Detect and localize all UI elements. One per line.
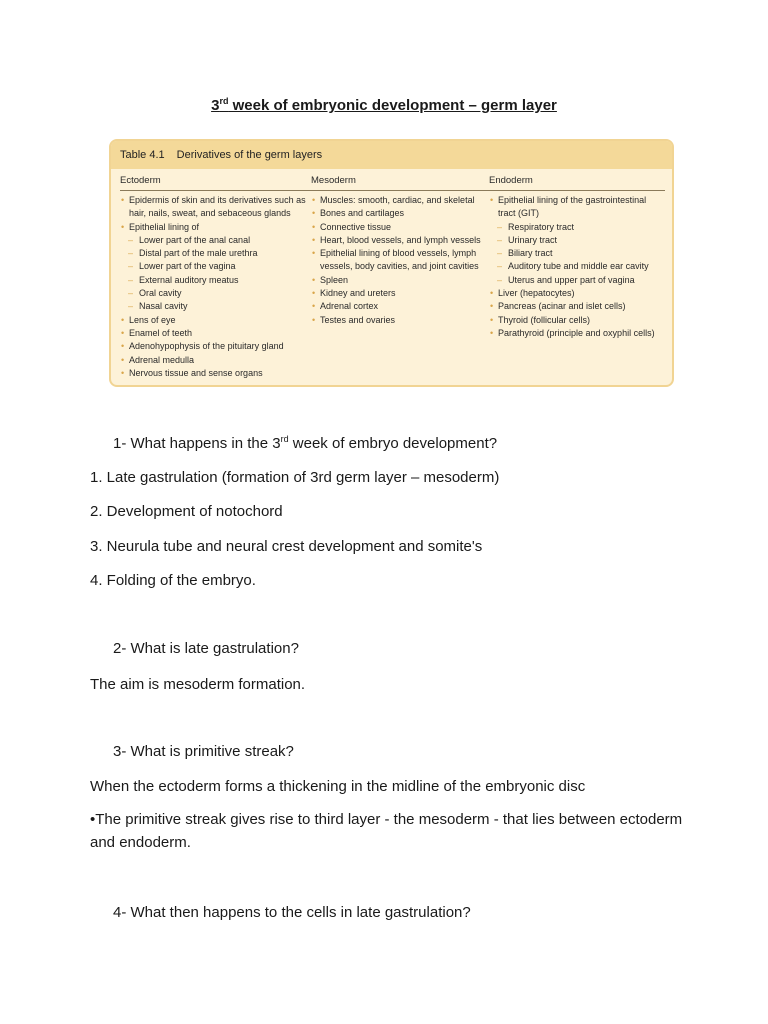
table-item: • Spleen: [311, 274, 481, 287]
table-item: • Liver (hepatocytes): [489, 287, 655, 300]
column-header: Mesoderm: [311, 175, 356, 186]
table-item: – External auditory meatus: [120, 274, 306, 287]
table-item: • Thyroid (follicular cells): [489, 314, 655, 327]
answer-2: The aim is mesoderm formation.: [90, 676, 306, 693]
table-item: vessels, body cavities, and joint cavities: [320, 261, 479, 272]
table-caption: [111, 141, 672, 169]
column-ectoderm: [120, 174, 310, 378]
answer-1-line: 1. Late gastrulation (formation of 3rd germ layer – mesoderm): [90, 469, 500, 486]
table-item: • Muscles: smooth, cardiac, and skeletal: [311, 194, 481, 207]
table-item: – Lower part of the anal canal: [120, 234, 306, 247]
germ-layer-table: [109, 139, 674, 387]
table-item: • Epithelial lining of: [120, 221, 306, 234]
table-item: – Respiratory tract: [489, 221, 655, 234]
table-item: • Adrenal cortex: [311, 300, 481, 313]
table-item: • Enamel of teeth: [120, 327, 306, 340]
table-item: • Connective tissue: [311, 221, 481, 234]
table-item: • Kidney and ureters: [311, 287, 481, 300]
table-item: • Testes and ovaries: [311, 314, 481, 327]
column-endoderm: [489, 174, 669, 338]
question-1: 1- What happens in the 3rd week of embryo development?: [113, 434, 498, 452]
answer-1-line: 4. Folding of the embryo.: [90, 572, 256, 589]
column-header: Endoderm: [489, 175, 533, 186]
column-header: Ectoderm: [120, 175, 161, 186]
answer-1-line: 3. Neurula tube and neural crest development and somite's: [90, 538, 483, 555]
table-item: – Auditory tube and middle ear cavity: [489, 260, 655, 273]
table-item: – Nasal cavity: [120, 300, 306, 313]
table-item: • Epidermis of skin and its derivatives such as: [120, 194, 306, 207]
table-item: hair, nails, sweat, and sebaceous glands: [129, 208, 291, 219]
table-item: – Oral cavity: [120, 287, 306, 300]
answer-3-line: •The primitive streak gives rise to third layer - the mesoderm - that lies between ectoderm and endoderm.: [90, 811, 683, 851]
table-item: – Urinary tract: [489, 234, 655, 247]
table-item: – Lower part of the vagina: [120, 260, 306, 273]
table-item: • Parathyroid (principle and oxyphil cells): [489, 327, 655, 340]
table-number: Table 4.1: [120, 149, 165, 161]
table-item: • Heart, blood vessels, and lymph vessels: [311, 234, 481, 247]
table-item: tract (GIT): [498, 208, 539, 219]
table-item: – Biliary tract: [489, 247, 655, 260]
question-4: 4- What then happens to the cells in late gastrulation?: [113, 904, 471, 921]
table-item: • Pancreas (acinar and islet cells): [489, 300, 655, 313]
column-mesoderm: [311, 174, 491, 325]
page-title: 3rd week of embryonic development – germ layer: [211, 96, 557, 114]
table-item: • Bones and cartilages: [311, 207, 481, 220]
table-title: Derivatives of the germ layers: [176, 149, 323, 161]
header-divider: [120, 190, 665, 191]
table-item: • Epithelial lining of the gastrointestinal: [489, 194, 655, 207]
question-2: 2- What is late gastrulation?: [113, 640, 299, 657]
table-item: • Epithelial lining of blood vessels, lymph: [311, 247, 481, 260]
answer-1-line: 2. Development of notochord: [90, 503, 283, 520]
table-item: – Uterus and upper part of vagina: [489, 274, 655, 287]
table-item: • Adenohypophysis of the pituitary gland: [120, 340, 306, 353]
table-item: • Adrenal medulla: [120, 354, 306, 367]
table-item: – Distal part of the male urethra: [120, 247, 306, 260]
question-3: 3- What is primitive streak?: [113, 743, 294, 760]
table-item: • Nervous tissue and sense organs: [120, 367, 306, 380]
table-item: • Lens of eye: [120, 314, 306, 327]
answer-3-line: When the ectoderm forms a thickening in the midline of the embryonic disc: [90, 778, 586, 795]
